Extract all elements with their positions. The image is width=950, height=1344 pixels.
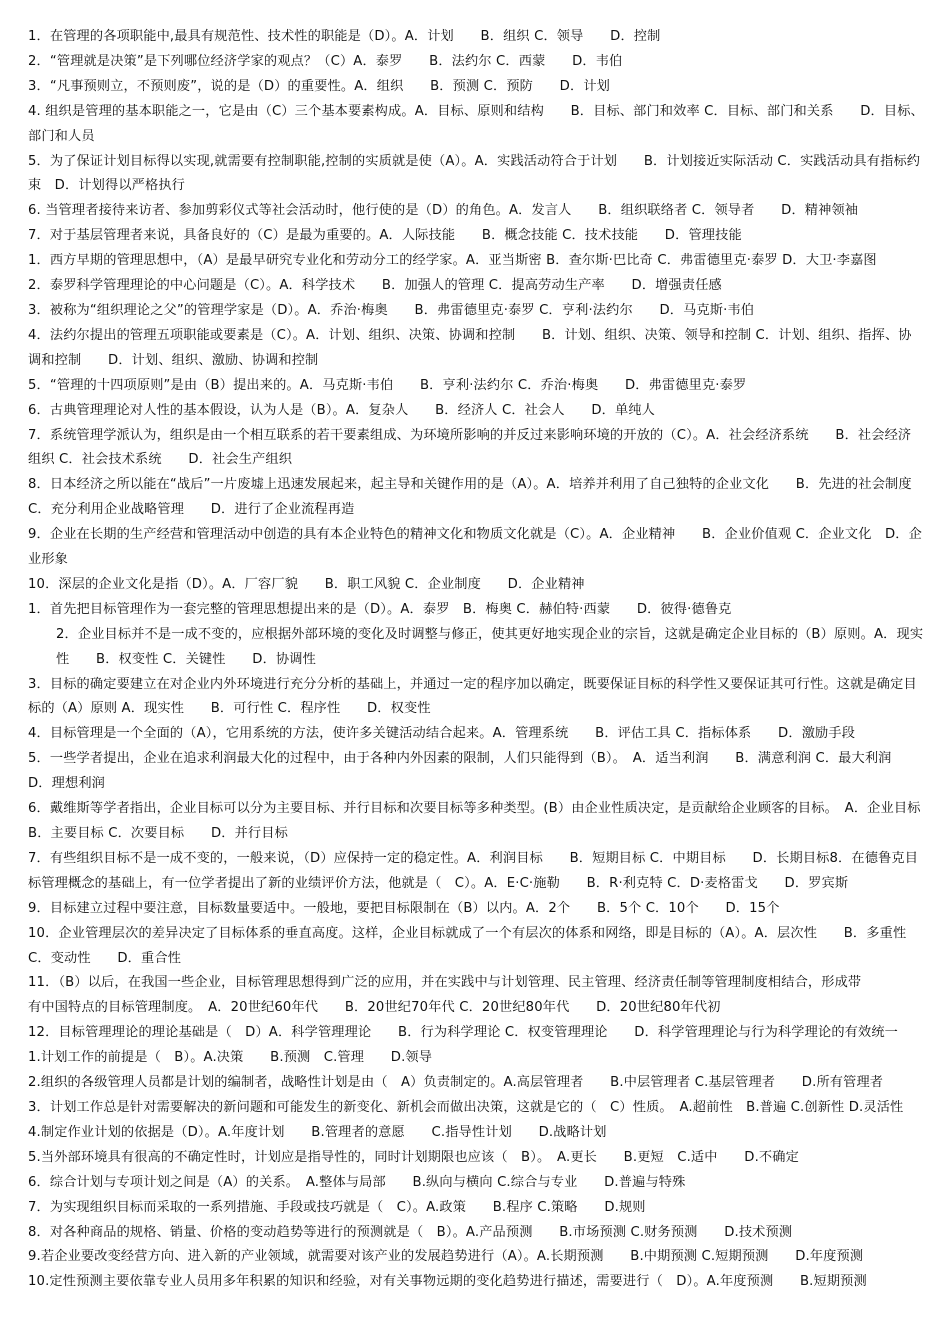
question-line: 2.组织的各级管理人员都是计划的编制者，战略性计划是由（ A）负责制定的。A.高层管理者 B.中层管理者 C.基层管理者 D.所有管理者 <box>28 1075 884 1091</box>
question-line: 3．目标的确定要建立在对企业内外环境进行充分分析的基础上，并通过一定的程序加以确定，既要保证目标的科学性又要保证其可行性。这就是确定目标的（A）原则 A．现实性 B．可行性 C．程序性 D．权变性 <box>28 676 917 717</box>
question-line: 6. 当管理者接待来访者、参加剪彩仪式等社会活动时，他行使的是（D）的角色。A．发言人 B．组织联络者 C．领导者 D．精神领袖 <box>28 203 859 219</box>
question-line: 3．被称为“组织理论之父”的管理学家是（D）。A．乔治·梅奥 B．弗雷德里克·泰罗 C．亨利·法约尔 D．马克斯·韦伯 <box>28 302 755 318</box>
question-line: 10．深层的企业文化是指（D）。A．厂容厂貌 B．职工风貌 C．企业制度 D．企业精神 <box>28 576 585 592</box>
question-line: 4. 组织是管理的基本职能之一，它是由（C）三个基本要素构成。A．目标、原则和结构 B．目标、部门和效率 C．目标、部门和关系 D．目标、部门和人员 <box>28 103 924 144</box>
question-line: 7．有些组织目标不是一成不变的，一般来说，（D）应保持一定的稳定性。A．利润目标 B．短期目标 C．中期目标 D．长期目标8．在德鲁克目标管理概念的基础上，有一位学者提出了新的业绩评价方法，他就是（ C）。A．E·C·施勒 B．R·利克特 C．D·麦格雷戈 D．罗宾斯 <box>28 850 919 891</box>
question-line: 7．系统管理学派认为，组织是由一个相互联系的若干要素组成、为环境所影响的并反过来影响环境的开放的（C）。A．社会经济系统 B．社会经济组织 C．社会技术系统 D．社会生产组织 <box>28 427 912 468</box>
question-line: 8．对各种商品的规格、销量、价格的变动趋势等进行的预测就是（ B）。A.产品预测 B.市场预测 C.财务预测 D.技术预测 <box>28 1224 793 1240</box>
question-line: 4．法约尔提出的管理五项职能或要素是（C）。A．计划、组织、决策、协调和控制 B．计划、组织、决策、领导和控制 C．计划、组织、指挥、协调和控制 D．计划、组织、激励、协调和控制 <box>28 327 912 368</box>
question-line: 4．目标管理是一个全面的（A），它用系统的方法，使许多关键活动结合起来。A．管理系统 B．评估工具 C．指标体系 D．激励手段 <box>28 726 856 742</box>
question-line: 3．“凡事预则立，不预则废”，说的是（D）的重要性。A．组织 B．预测 C．预防 D．计划 <box>28 78 611 94</box>
question-line: 有中国特点的目标管理制度。 A．20世纪60年代 B．20世纪70年代 C．20世纪80年代 D．20世纪80年代初 <box>28 1000 721 1016</box>
question-line: 7．为实现组织目标而采取的一系列措施、手段或技巧就是（ C）。A.政策 B.程序 C.策略 D.规则 <box>28 1199 646 1215</box>
question-line: 2．企业目标并不是一成不变的，应根据外部环境的变化及时调整与修正，使其更好地实现企业的宗旨，这就是确定企业目标的（B）原则。A．现实性 B．权变性 C．关键性 D．协调性 <box>56 626 924 667</box>
question-line: 10．企业管理层次的差异决定了目标体系的垂直高度。这样，企业目标就成了一个有层次的体系和网络，即是目标的（A）。A．层次性 B．多重性 C．变动性 D．重合性 <box>28 925 907 966</box>
question-line: 1．首先把目标管理作为一套完整的管理思想提出来的是（D）。A．泰罗 B．梅奥 C．赫伯特·西蒙 D．彼得·德鲁克 <box>28 601 732 617</box>
question-line: 8．日本经济之所以能在“战后”一片废墟上迅速发展起来，起主导和关键作用的是（A）。A．培养并利用了自己独特的企业文化 B．先进的社会制度 C．充分利用企业战略管理 D．进行了企业流程再造 <box>28 477 912 518</box>
question-line: 6．戴维斯等学者指出，企业目标可以分为主要目标、并行目标和次要目标等多种类型。(B）由企业性质决定，是贡献给企业顾客的目标。 A．企业目标 B．主要目标 C．次要目标 D．并行目标 <box>28 801 948 841</box>
question-line: 5．为了保证计划目标得以实现,就需要有控制职能,控制的实质就是使（A）。A．实践活动符合于计划 B．计划接近实际活动 C．实践活动具有指标约束 D．计划得以严格执行 <box>28 153 921 194</box>
question-line: 2．“管理就是决策”是下列哪位经济学家的观点？（C）A．泰罗 B．法约尔 C．西蒙 D．韦伯 <box>28 53 623 69</box>
question-line: 10.定性预测主要依靠专业人员用多年积累的知识和经验，对有关事物远期的变化趋势进行描述，需要进行（ D）。A.年度预测 B.短期预测 <box>28 1274 867 1290</box>
question-line: 9．企业在长期的生产经营和管理活动中创造的具有本企业特色的精神文化和物质文化就是（C）。A．企业精神 B．企业价值观 C．企业文化 D．企业形象 <box>28 527 922 568</box>
question-line: 1．在管理的各项职能中,最具有规范性、技术性的职能是（D）。A．计划 B．组织 C．领导 D．控制 <box>28 29 661 44</box>
question-line: 5.当外部环境具有很高的不确定性时，计划应是指导性的，同时计划期限也应该（ B）。 A.更长 B.更短 C.适中 D.不确定 <box>28 1149 799 1165</box>
question-line: 1.计划工作的前提是（ B）。A.决策 B.预测 C.管理 D.领导 <box>28 1050 433 1066</box>
question-line: 9.若企业要改变经营方向、进入新的产业领域，就需要对该产业的发展趋势进行（A）。A.长期预测 B.中期预测 C.短期预测 D.年度预测 <box>28 1249 864 1265</box>
question-line: 2．泰罗科学管理理论的中心问题是（C）。A．科学技术 B．加强人的管理 C．提高劳动生产率 D．增强责任感 <box>28 278 722 294</box>
question-line: 1．西方早期的管理思想中，（A）是最早研究专业化和劳动分工的经学家。A．亚当斯密 B．查尔斯·巴比奇 C．弗雷德里克·泰罗 D．大卫·李嘉图 <box>28 253 877 269</box>
question-line: 4.制定作业计划的依据是（D）。A.年度计划 B.管理者的意愿 C.指导性计划 D.战略计划 <box>28 1124 607 1140</box>
question-line: 12．目标管理理论的理论基础是（ D）A．科学管理理论 B．行为科学理论 C．权变管理理论 D．科学管理理论与行为科学理论的有效统一 <box>28 1025 899 1041</box>
question-line: 9．目标建立过程中要注意，目标数量要适中。一般地，要把目标限制在（B）以内。A．2个 B．5个 C．10个 D．15个 <box>28 900 780 916</box>
question-line: 11．（B）以后，在我国一些企业，目标管理思想得到广泛的应用，并在实践中与计划管理、民主管理、经济责任制等管理制度相结合，形成带 <box>28 975 862 991</box>
question-line: 5．一些学者提出，企业在追求利润最大化的过程中，由于各种内外因素的限制，人们只能得到（B）。 A．适当利润 B．满意利润 C．最大利润 D．理想利润 <box>28 751 919 792</box>
question-line: 7．对于基层管理者来说，具备良好的（C）是最为重要的。A．人际技能 B．概念技能 C．技术技能 D．管理技能 <box>28 228 742 244</box>
question-line: 6．古典管理理论对人性的基本假设，认为人是（B）。A．复杂人 B．经济人 C．社会人 D．单纯人 <box>28 402 656 418</box>
question-line: 5．“管理的十四项原则”是由（B）提出来的。A．马克斯·韦伯 B．亨利·法约尔 C．乔治·梅奥 D．弗雷德里克·泰罗 <box>28 377 747 393</box>
question-line: 3．计划工作总是针对需要解决的新问题和可能发生的新变化、新机会而做出决策，这就是它的（ C）性质。 A.超前性 B.普遍 C.创新性 D.灵活性 <box>28 1099 904 1115</box>
question-line: 6．综合计划与专项计划之间是（A）的关系。 A.整体与局部 B.纵向与横向 C.综合与专业 D.普遍与特殊 <box>28 1174 686 1190</box>
